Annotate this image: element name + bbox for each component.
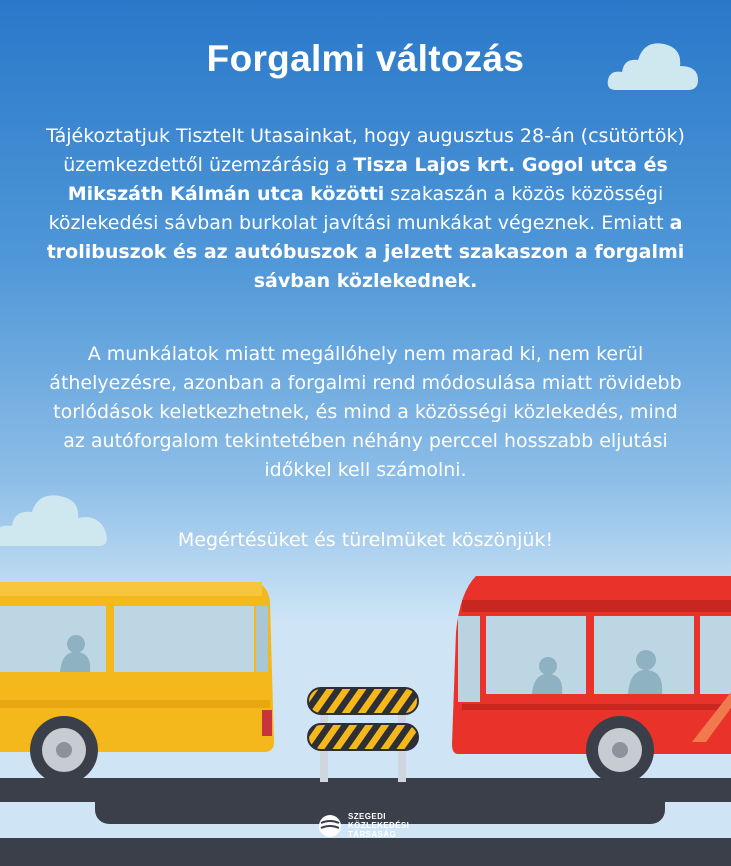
red-bus-icon bbox=[452, 572, 731, 784]
notice-paragraph-2: A munkálatok miatt megállóhely nem marad ki, nem kerül áthelyezésre, azonban a forgalmi rend módosulása miatt rövidebb torlódások keletkezhetnek, és mind a közösségi közlekedés, mind az autóforgalom tekintetében néhány perccel hosszabb eljutási időkkel kell számolni. bbox=[49, 343, 682, 481]
yellow-bus-icon bbox=[0, 572, 280, 784]
logo-line-2: KÖZLEKEDÉSI bbox=[348, 821, 410, 830]
road-base bbox=[0, 838, 731, 866]
notice-paragraph-1 bbox=[40, 122, 691, 296]
szkt-logo bbox=[318, 812, 409, 839]
thank-you-text: Megértésüket és türelmüket köszönjük! bbox=[177, 529, 554, 551]
notice-text: Tájékoztatjuk Tisztelt Utasainkat, hogy augusztus 28-án (csütörtök) üzemkezdettől üzemzárásig a bbox=[46, 125, 685, 176]
notice-text: szakaszán a közös közösségi közlekedési sávban burkolat javítási munkákat végeznek. Emiatt bbox=[48, 183, 670, 234]
logo-line-1: SZEGEDI bbox=[348, 812, 386, 821]
logo-line-3: TÁRSASÁG bbox=[348, 830, 397, 839]
road-barrier-icon bbox=[306, 684, 422, 784]
szkt-logo-icon bbox=[318, 814, 342, 838]
notice-highlight: Tisza Lajos krt. Gogol utca és Mikszáth Kálmán utca közötti bbox=[67, 154, 668, 205]
notice-highlight: a trolibuszok és az autóbuszok a jelzett szakaszon a forgalmi sávban közlekednek. bbox=[46, 212, 685, 292]
page-title: Forgalmi változás bbox=[206, 38, 525, 79]
logo-text bbox=[348, 812, 409, 839]
